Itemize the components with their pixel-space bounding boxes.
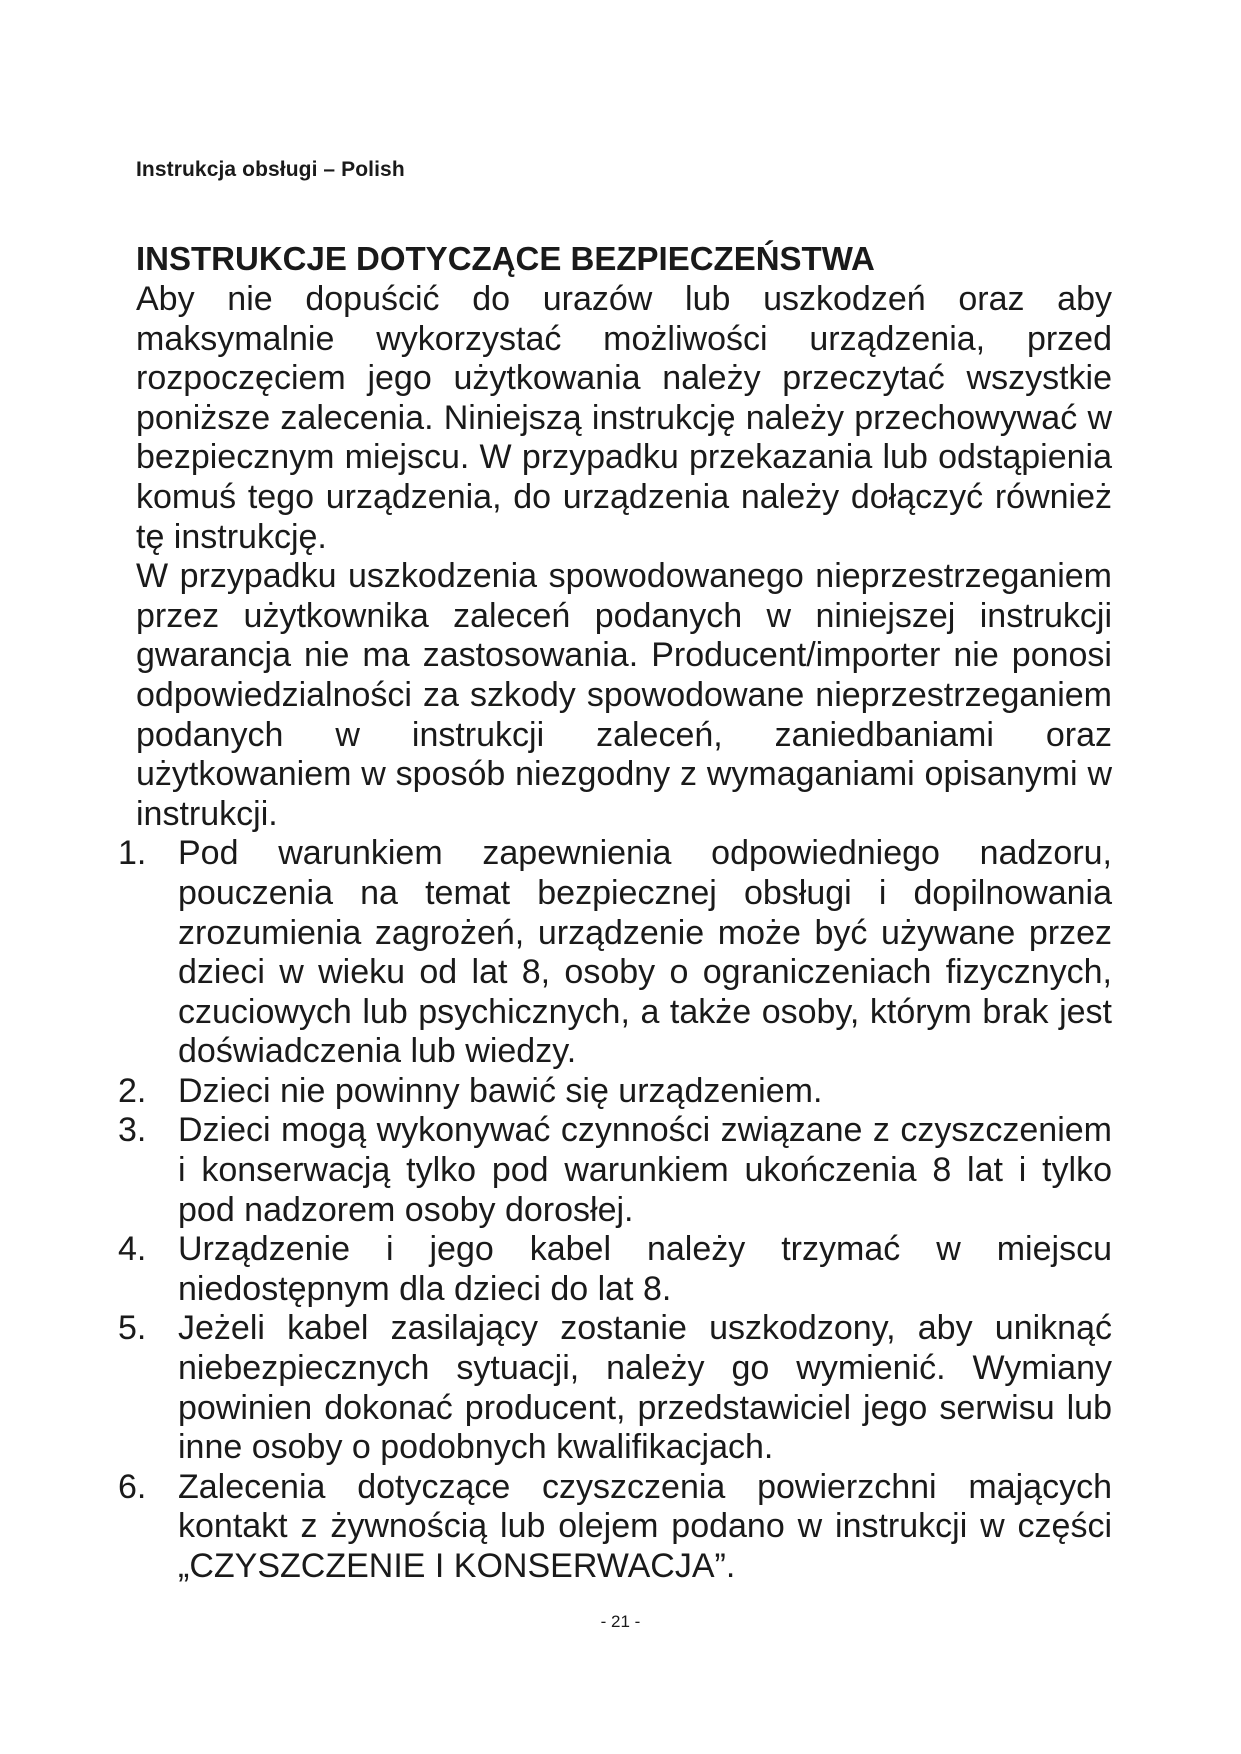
list-item-number: 4. [118,1230,147,1269]
list-item-number: 3. [118,1111,147,1150]
list-item-number: 5. [118,1309,147,1348]
list-item-number: 2. [118,1071,147,1110]
safety-section [118,238,1112,1587]
list-item-text: Urządzenie i jego kabel należy trzymać w miejscu niedostępnym dla dzieci do lat 8. [178,1230,1112,1308]
list-item-number: 1. [118,834,147,873]
intro-paragraph: Aby nie dopuścić do urazów lub uszkodzeń oraz aby maksymalnie wykorzystać możliwości urządzenia, przed rozpoczęciem jego użytkowania należy przeczytać wszystkie poniższe zalecenia. Niniejszą instrukcję należy przechowywać w bezpiecznym miejscu. W przypadku przekazania lub odstąpienia komuś tego urządzenia, do urządzenia należy dołączyć również tę instrukcję. [136,280,1112,556]
list-item [118,1230,1112,1309]
section-title: INSTRUKCJE DOTYCZĄCE BEZPIECZEŃSTWA [136,240,875,277]
page-header: Instrukcja obsługi – Polish [136,158,405,181]
list-item-text: Jeżeli kabel zasilający zostanie uszkodzony, aby uniknąć niebezpiecznych sytuacji, należy go wymienić. Wymiany powinien dokonać producent, przedstawiciel jego serwisu lub inne osoby o podobnych kwalifikacjach. [178,1309,1112,1467]
list-item [118,1071,1112,1112]
list-item-number: 6. [118,1467,147,1506]
list-item-text: Zalecenia dotyczące czyszczenia powierzchni mających kontakt z żywnością lub olejem podano w instrukcji w części „CZYSZCZENIE I KONSERWACJA”. [178,1467,1112,1585]
list-item-text: Dzieci mogą wykonywać czynności związane z czyszczeniem i konserwacją tylko pod warunkiem ukończenia 8 lat i tylko pod nadzorem osoby dorosłej. [178,1111,1112,1229]
list-item [118,834,1112,1072]
warranty-paragraph: W przypadku uszkodzenia spowodowanego nieprzestrzeganiem przez użytkownika zaleceń podanych w niniejszej instrukcji gwarancja nie ma zastosowania. Producent/importer nie ponosi odpowiedzialności za szkody spowodowane nieprzestrzeganiem podanych w instrukcji zaleceń, zaniedbaniami oraz użytkowaniem w sposób niezgodny z wymaganiami opisanymi w instrukcji. [136,557,1112,833]
page-number: - 21 - [600,1612,641,1631]
list-item [118,1467,1112,1587]
list-item [118,1309,1112,1467]
safety-rules-list [118,834,1112,1586]
list-item-text: Pod warunkiem zapewnienia odpowiedniego nadzoru, pouczenia na temat bezpiecznej obsługi i dopilnowania zrozumienia zagrożeń, urządzenie może być używane przez dzieci w wieku od lat 8, osoby o ograniczeniach fizycznych, czuciowych lub psychicznych, a także osoby, którym brak jest doświadczenia lub wiedzy. [178,834,1112,1071]
list-item-text: Dzieci nie powinny bawić się urządzeniem. [178,1071,823,1110]
list-item [118,1111,1112,1230]
